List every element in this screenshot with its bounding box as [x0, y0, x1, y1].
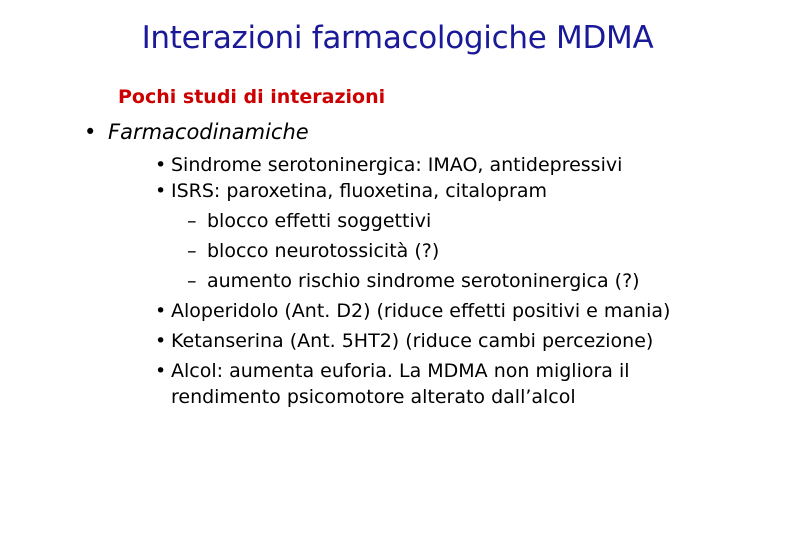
sub-list-item [155, 238, 805, 264]
list-item-text: Aloperidolo (Ant. D2) (riduce effetti positivi e mania) [171, 300, 671, 322]
sub-list-item-text: aumento rischio sindrome serotoninergica (?) [207, 270, 640, 292]
list-item-text: Ketanserina (Ant. 5HT2) (riduce cambi percezione) [171, 330, 654, 352]
dash-bullet: – [187, 270, 197, 292]
dash-bullet: – [187, 210, 197, 232]
list-item [155, 298, 805, 324]
list-item [155, 178, 805, 204]
bullet-dot: • [84, 120, 97, 144]
list-item [155, 328, 805, 354]
bullet-dot: • [155, 300, 167, 322]
sub-list-item [155, 208, 805, 234]
sub-list-item [155, 268, 805, 294]
dash-bullet: – [187, 240, 197, 262]
bullet-dot: • [155, 154, 167, 176]
slide-subtitle: Pochi studi di interazioni [118, 86, 386, 108]
bullet-dot: • [155, 360, 167, 382]
bullet-list [155, 152, 805, 410]
list-item-text: Alcol: aumenta euforia. La MDMA non migliora il [171, 360, 630, 382]
list-item [155, 152, 805, 178]
list-item [155, 358, 805, 410]
list-item-text: Sindrome serotoninergica: IMAO, antidepressivi [171, 154, 623, 176]
bullet-dot: • [155, 180, 167, 202]
bullet-text: Farmacodinamiche [108, 120, 309, 144]
list-item-text: ISRS: paroxetina, fluoxetina, citalopram [171, 180, 547, 202]
sub-list-item-text: blocco neurotossicità (?) [207, 240, 440, 262]
slide-title: Interazioni farmacologiche MDMA [141, 20, 654, 56]
bullet-dot: • [155, 330, 167, 352]
list-item-text-continuation: rendimento psicomotore alterato dall’alcol [171, 386, 576, 408]
bullet-farmacodinamiche [84, 118, 309, 146]
sub-list-item-text: blocco effetti soggettivi [207, 210, 432, 232]
